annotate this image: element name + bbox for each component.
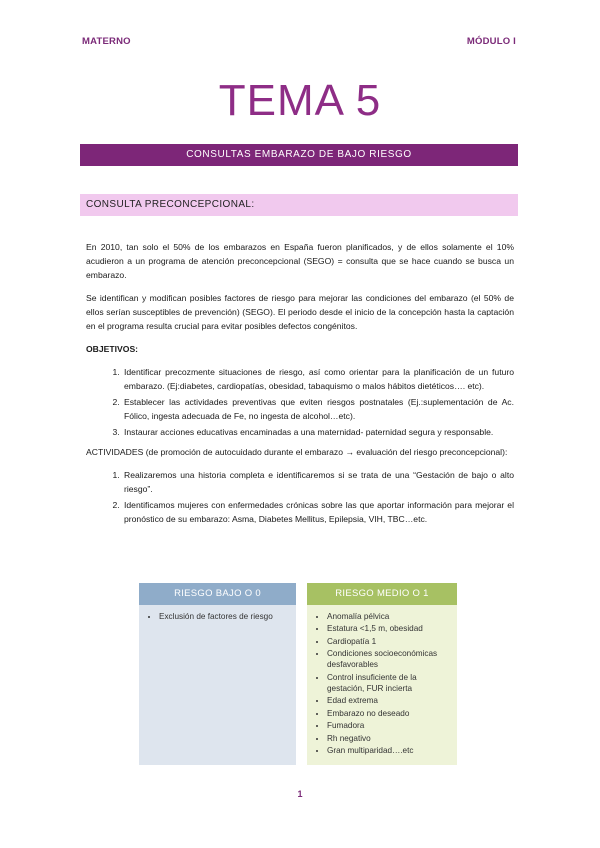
list-item: 2. Establecer las actividades preventivas que eviten riesgos postnatales (Ej.:suplementación de Ac. Fólico, ingesta adecuada de Fe, no ingesta de alcohol…etc).	[122, 395, 514, 423]
header-module: MÓDULO I	[466, 36, 516, 47]
list-item: • Rh negativo	[327, 733, 451, 744]
list-item: • Exclusión de factores de riesgo	[159, 611, 290, 622]
risk-medium-box	[307, 583, 457, 765]
list-item: 1. Realizaremos una historia completa e identificaremos si se trata de una “Gestación de bajo o alto riesgo”.	[122, 468, 514, 496]
risk-low-box	[139, 583, 296, 765]
list-item: • Edad extrema	[327, 695, 451, 706]
page-number: 1	[297, 789, 303, 799]
list-item: • Fumadora	[327, 720, 451, 731]
list-item: • Condiciones socioeconómicas desfavorables	[327, 648, 451, 670]
page-title: TEMA 5	[218, 76, 382, 125]
objetivos-list	[86, 365, 514, 439]
list-item: • Estatura <1,5 m, obesidad	[327, 623, 451, 634]
list-item: 3. Instaurar acciones educativas encaminadas a una maternidad- paternidad segura y responsable.	[122, 425, 514, 439]
risk-low-list	[139, 611, 296, 622]
paragraph-intro: En 2010, tan solo el 50% de los embarazos en España fueron planificados, y de ellos solamente el 10% acudieron a un programa de atención preconcepcional (SEGO) = consulta que se hace cuando se busca un embarazo.	[86, 242, 514, 280]
header-subject: MATERNO	[82, 36, 131, 47]
list-item: 1. Identificar precozmente situaciones de riesgo, así como orientar para la planificación de un futuro embarazo. (Ej:diabetes, cardiopatías, obesidad, tabaquismo o malos hábitos dietéticos…. etc).	[122, 365, 514, 393]
topic-banner: CONSULTAS EMBARAZO DE BAJO RIESGO	[80, 144, 518, 166]
risk-low-title: RIESGO BAJO O 0	[139, 583, 296, 605]
list-item: • Cardiopatía 1	[327, 636, 451, 647]
list-item: • Embarazo no deseado	[327, 708, 451, 719]
risk-medium-title: RIESGO MEDIO O 1	[307, 583, 457, 605]
list-item: • Control insuficiente de la gestación, FUR incierta	[327, 672, 451, 694]
risk-medium-list	[307, 611, 457, 756]
actividades-heading: ACTIVIDADES (de promoción de autocuidado durante el embarazo → evaluación del riesgo preconcepcional):	[86, 447, 508, 457]
list-item: 2. Identificamos mujeres con enfermedades crónicas sobre las que aportar información para mejorar el pronóstico de su embarazo: Asma, Diabetes Mellitus, Epilepsia, VIH, TBC…etc.	[122, 498, 514, 526]
list-item: • Anomalía pélvica	[327, 611, 451, 622]
document-body	[86, 240, 514, 532]
list-item: • Gran multiparidad….etc	[327, 745, 451, 756]
section-heading: CONSULTA PRECONCEPCIONAL:	[80, 194, 518, 216]
paragraph-risk-factors: Se identifican y modifican posibles factores de riesgo para mejorar las condiciones del embarazo (el 50% de ellos serían susceptibles de prevención) (SEGO). El periodo desde el inicio de la concepción hasta la captación en el programa resulta crucial para evitar posibles defectos congénitos.	[86, 293, 514, 331]
objetivos-heading: OBJETIVOS:	[86, 344, 139, 354]
actividades-list	[86, 468, 514, 526]
